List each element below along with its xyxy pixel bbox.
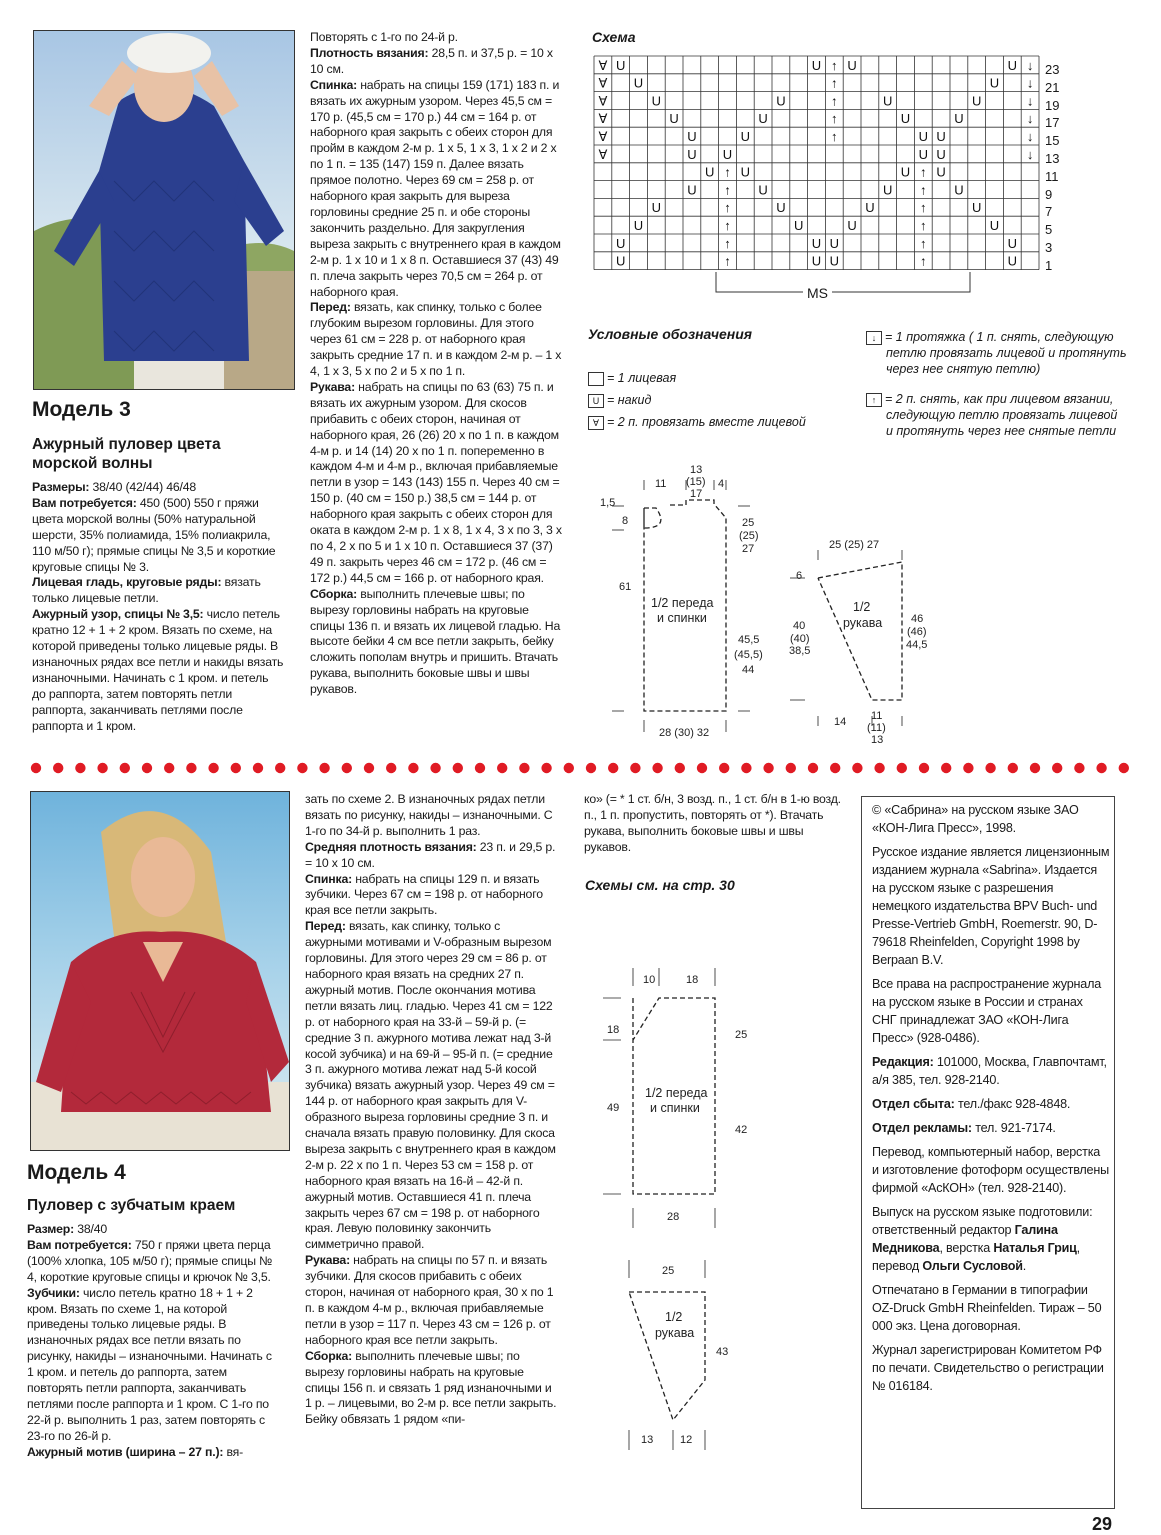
model3-stockinette-label: Лицевая гладь, круговые ряды: xyxy=(32,575,222,590)
pub-registered: Журнал зарегистрирован Комитетом РФ по печати. Свидетельство о регистрации № 016184. xyxy=(872,1343,1104,1393)
chart-stitch-symbol: U xyxy=(687,182,697,198)
chart-stitch-symbol: ↑ xyxy=(920,218,927,233)
red-dot xyxy=(364,763,374,773)
red-dot xyxy=(31,763,41,773)
chart-stitch-symbol: U xyxy=(722,146,733,162)
chart-stitch-symbol: U xyxy=(847,218,857,233)
red-dot xyxy=(386,763,396,773)
s4-sleeve-13: 13 xyxy=(641,1434,654,1446)
red-dot xyxy=(408,763,418,773)
chart-stitch-symbol: U xyxy=(1007,235,1017,251)
red-dot xyxy=(763,763,773,773)
chart-stitch-symbol: U xyxy=(936,164,946,180)
red-dot xyxy=(497,763,507,773)
legend-k2tog xyxy=(588,414,806,430)
pub-printed: Отпечатано в Германии в типографии OZ-Druck GmbH Rheinfelden. Тираж – 50 000 экз. Цена договорная. xyxy=(872,1283,1102,1333)
model4-gauge-text: 23 п. и 29,5 р. = 10 x 10 см. xyxy=(305,839,556,870)
s4-sleeve-25: 25 xyxy=(662,1265,675,1277)
red-dot xyxy=(1030,763,1040,773)
pub-production: Перевод, компьютерный набор, верстка и изготовление фотоформ осуществлены фирмой «АсКОН» (тел. 928-2140). xyxy=(872,1145,1109,1195)
chart-stitch-symbol: U xyxy=(651,200,661,216)
red-dot xyxy=(608,763,618,773)
pub-ads-text: тел. 921-7174. xyxy=(971,1121,1056,1135)
row-num: 21 xyxy=(1045,79,1060,95)
chart-stitch-symbol: U xyxy=(687,146,697,162)
red-dot xyxy=(253,763,263,773)
model3-column-2 xyxy=(310,30,563,698)
ms-bracket xyxy=(716,272,970,292)
s4-25: 25 xyxy=(735,1029,748,1041)
red-dot xyxy=(1052,763,1062,773)
model3-schematic-drawing xyxy=(590,470,920,750)
chart-stitch-symbol: U xyxy=(1007,57,1017,73)
chart-stitch-symbol: ↑ xyxy=(724,164,731,180)
pub-rights: Все права на распространение журнала на русском языке в России и странах СНГ принадлежат ЗАО «КОН-Лига Пресс» (928-0486). xyxy=(872,977,1102,1045)
chart-stitch-symbol: ↓ xyxy=(1026,93,1034,109)
chart-title: Схема xyxy=(592,29,636,45)
pub-staff-e: , перевод xyxy=(872,1241,1080,1273)
chart-stitch-symbol: ∀ xyxy=(598,57,608,73)
model4-column-1 xyxy=(27,1222,280,1461)
model4-back-text: набрать на спицы 129 п. и вязать зубчики. Через 67 см = 198 р. от наборного края все петли закрыть. xyxy=(305,871,543,918)
s3-61: 61 xyxy=(619,581,632,593)
red-dot xyxy=(342,763,352,773)
s3-4: 4 xyxy=(718,478,725,490)
publisher-info xyxy=(872,801,1110,1401)
s3-body-label-2: и спинки xyxy=(657,611,707,625)
legend-knit xyxy=(588,370,676,386)
chart-stitch-symbol: ↑ xyxy=(831,57,838,73)
red-dot xyxy=(186,763,196,773)
row-num: 1 xyxy=(1045,257,1053,273)
red-dot xyxy=(208,763,218,773)
s4-10: 10 xyxy=(643,974,656,986)
chart-stitch-symbol: ↓ xyxy=(1026,57,1034,73)
model3-sleeves-text: набрать на спицы по 63 (63) 75 п. и вязать их ажурным узором. Для скосов прибавить с обеих сторон, начиная от наборного края, 26 (26) 20 x по 1 п. в каждом 4-м р. и 14 (14) 20 x по 1 п. попеременно в каждом 4-м и 4-м р., включая прибавляемые петли в узор = 143 (143) 155 п. Через 40 см = 150 р. (40 см = 150 р.) 38,5 см = 144 р. от наборного края закрыть с обеих сторон для оката в каждом 2-м р. 1 x 8, 1 x 4, 3 x по 3, 3 x по 4, 2 x по 5 и 1 x 10 п. Оставшиеся 37 (37) 49 п. закрыть через 46 см = 172 р. (46 см = 172 р.) 44,5 см = 166 р. от наборного края. xyxy=(310,379,562,585)
red-dot xyxy=(453,763,463,773)
yarn-over-icon: U xyxy=(588,394,604,408)
red-dot xyxy=(275,763,285,773)
red-dot xyxy=(808,763,818,773)
model3-col2-intro: Повторять с 1-го по 24-й р. xyxy=(310,30,458,44)
chart-stitch-symbol: ↑ xyxy=(920,164,927,180)
model3-front-label: Перед: xyxy=(310,300,351,315)
chart-stitch-symbol: U xyxy=(687,129,697,144)
s3-27: 27 xyxy=(742,543,755,555)
chart-stitch-symbol: U xyxy=(954,182,964,198)
chart-stitch-symbol: ↑ xyxy=(831,93,838,109)
s4-sleeve-label-1: 1/2 xyxy=(665,1310,683,1324)
row-num: 23 xyxy=(1045,62,1060,77)
model4-col2-intro: зать по схеме 2. В изнаночных рядах петли вязать по рисунку, накиды – изнаночными. С 1-го по 34-й р. выполнить 1 раз. xyxy=(305,792,553,838)
chart-stitch-symbol: ↑ xyxy=(724,200,731,216)
model4-teeth-label: Зубчики: xyxy=(27,1285,80,1300)
chart-stitch-symbol: U xyxy=(758,111,768,127)
red-dot xyxy=(297,763,307,773)
pub-ads-label: Отдел рекламы: xyxy=(872,1121,972,1135)
model4-teeth-text: число петель кратно 18 + 1 + 2 кром. Вязать по схеме 1, на которой приведены только лицевые ряды. В изнаночных рядах все петли вязать по рисунку, накиды – изнаночными. Начинать с 1 кром. и петель до раппорта, затем повторять петли раппорта, заканчивать петлями после раппорта и 1 кром. С 1-го по 22-й р. выполнить 1 раз, затем повторять с 23-го по 26-й р. xyxy=(27,1285,272,1443)
model3-column-1 xyxy=(32,480,284,735)
legend-yo-text: = накид xyxy=(607,393,652,407)
red-dot xyxy=(164,763,174,773)
page-number: 29 xyxy=(1092,1514,1113,1534)
red-dot xyxy=(963,763,973,773)
chart-stitch-symbol: ↑ xyxy=(724,182,731,198)
model3-gauge-label: Плотность вязания: xyxy=(310,45,429,60)
model4-gauge-label: Средняя плотность вязания: xyxy=(305,839,477,854)
row-num: 9 xyxy=(1045,186,1053,202)
chart-stitch-symbol: ↓ xyxy=(1026,75,1034,91)
s3-bottom: 28 (30) 32 xyxy=(659,727,710,739)
s4-sleeve-label-2: рукава xyxy=(655,1326,695,1340)
chart-stitch-symbol: ↑ xyxy=(831,75,838,91)
model4-needs-label: Вам потребуется: xyxy=(27,1237,132,1252)
chart-stitch-symbol: ↑ xyxy=(920,182,927,198)
red-dot xyxy=(941,763,951,773)
legend-s2kp-1: = 2 п. снять, как при лицевом вязании, xyxy=(885,392,1114,406)
chart-stitch-symbol: ↑ xyxy=(920,200,927,216)
red-dot xyxy=(1096,763,1106,773)
model3-needs-text: 450 (500) 550 г пряжи цвета морской волны (50% натуральной шерсти, 35% полиамида, 15% полиакрила, 110 м/50 г); прямые спицы № 3,5 и короткие круговые спицы № 3. xyxy=(32,495,276,574)
row-num: 11 xyxy=(1045,168,1059,184)
chart-stitch-symbol: U xyxy=(811,57,822,73)
row-num: 19 xyxy=(1045,97,1060,113)
chart-stitch-symbol: U xyxy=(1007,253,1017,269)
chart-stitch-symbol: ↓ xyxy=(1026,111,1034,127)
arrow-up-icon: ↑ xyxy=(866,393,882,407)
chart-stitch-symbol: U xyxy=(883,182,893,198)
row-num: 3 xyxy=(1045,239,1053,255)
model4-assembly-text: выполнить плечевые швы; по вырезу горловины набрать на круговые спицы 156 п. и связать 1 ряд изнаночными и 1 р. – лицевыми, во 2-м р. все петли закрыть. Бейку обвязать 1 рядом «пи- xyxy=(305,1348,557,1427)
s4-body-label-1: 1/2 переда xyxy=(645,1086,708,1100)
s3-17: 17 xyxy=(690,488,703,500)
red-dot xyxy=(652,763,662,773)
red-dot xyxy=(786,763,796,773)
s3-sleeve-13: 13 xyxy=(871,734,884,746)
red-dot xyxy=(675,763,685,773)
red-dot xyxy=(697,763,707,773)
model4-size-text: 38/40 xyxy=(73,1222,107,1236)
pub-sales-text: тел./факс 928-4848. xyxy=(954,1097,1071,1111)
red-dot xyxy=(142,763,152,773)
red-dot xyxy=(53,763,63,773)
model4-motif-text: вя- xyxy=(223,1444,243,1459)
chart-stitch-symbol: ↑ xyxy=(724,235,731,251)
chart-stitch-symbol: U xyxy=(811,253,822,269)
k2tog-icon: ∀ xyxy=(588,416,604,430)
s3-sleeve-385: 38,5 xyxy=(789,645,811,657)
legend-skp-2: петлю провязать лицевой и протянуть xyxy=(886,346,1127,360)
knitting-chart xyxy=(590,52,1065,302)
s3-15: 1,5 xyxy=(600,497,616,509)
chart-stitch-symbol: ∀ xyxy=(598,93,608,109)
s3-455a: 45,5 xyxy=(738,634,760,646)
chart-row-numbers xyxy=(1045,61,1059,275)
s3-sleeve-46b: (46) xyxy=(907,626,927,638)
chart-stitch-symbol: U xyxy=(758,182,768,198)
chart-stitch-symbol: U xyxy=(669,111,679,127)
row-num: 15 xyxy=(1045,133,1060,149)
s3-sleeve-445: 44,5 xyxy=(906,639,928,651)
chart-stitch-symbol: ↑ xyxy=(724,218,731,233)
chart-stitch-symbol: ↑ xyxy=(831,129,838,144)
s4-sleeve-43: 43 xyxy=(716,1346,729,1358)
chart-stitch-symbol: U xyxy=(829,253,839,269)
row-num: 13 xyxy=(1045,150,1060,166)
chart-stitch-symbol: U xyxy=(829,235,839,251)
red-dot xyxy=(897,763,907,773)
legend-s2kp-2: следующую петлю провязать лицевой xyxy=(886,408,1118,422)
legend-k2tog-text: = 2 п. провязать вместе лицевой xyxy=(607,415,806,429)
model3-lace-text: число петель кратно 12 + 1 + 2 кром. Вязать по схеме, на которой приведены только лицевые ряды. В изнаночных рядах все петли и накиды вязать изнаночными. Начинать с 1 кром. и петель до раппорта, затем повторять петли раппорта, заканчивать петлями после раппорта и 1 кром. xyxy=(32,607,284,733)
red-dot xyxy=(75,763,85,773)
model4-title: Модель 4 xyxy=(27,1161,126,1184)
chart-stitch-symbol: ∀ xyxy=(598,146,608,162)
red-dot xyxy=(985,763,995,773)
pub-staff-c: , верстка xyxy=(939,1241,994,1255)
model3-title: Модель 3 xyxy=(32,398,131,421)
red-dot xyxy=(319,763,329,773)
chart-stitch-symbol: ↑ xyxy=(920,235,927,251)
chart-stitch-symbol: ↓ xyxy=(1026,129,1034,144)
pub-copyright: © «Сабрина» на русском языке ЗАО «КОН-Лига Пресс», 1998. xyxy=(872,803,1079,835)
model3-lace-label: Ажурный узор, спицы № 3,5: xyxy=(32,607,204,622)
model3-assembly-label: Сборка: xyxy=(310,586,358,601)
model4-size-label: Размер: xyxy=(27,1222,74,1236)
model3-sleeves-label: Рукава: xyxy=(310,379,355,394)
chart-stitch-symbol: U xyxy=(776,93,786,109)
red-dot xyxy=(919,763,929,773)
legend-title: Условные обозначения xyxy=(588,326,753,342)
chart-stitch-symbol: U xyxy=(936,146,946,162)
s4-28: 28 xyxy=(667,1211,680,1223)
s3-25b: (25) xyxy=(739,530,759,542)
pub-sales-label: Отдел сбыта: xyxy=(872,1097,955,1111)
pub-edit-label: Редакция: xyxy=(872,1055,934,1069)
s3-sleeve-46a: 46 xyxy=(911,613,924,625)
model3-back-label: Спинка: xyxy=(310,77,357,92)
s3-sleeve-11a: 11 xyxy=(871,710,883,722)
model4-front-label: Перед: xyxy=(305,919,346,934)
chart-stitch-symbol: U xyxy=(972,200,982,216)
chart-stitch-symbol: U xyxy=(989,75,1000,91)
model4-motif-label: Ажурный мотив (ширина – 27 п.): xyxy=(27,1444,224,1459)
chart-stitch-symbol: U xyxy=(651,93,661,109)
chart-stitch-symbol: U xyxy=(740,164,750,180)
sleeve-outline xyxy=(818,562,902,700)
red-dot xyxy=(719,763,729,773)
model3-subtitle-1: Ажурный пуловер цвета xyxy=(32,436,221,453)
chart-stitch-symbol: U xyxy=(616,253,626,269)
legend-skp-3: через нее снятую петлю) xyxy=(886,362,1041,376)
s3-sleeve-40b: (40) xyxy=(790,633,810,645)
chart-stitch-symbol: U xyxy=(883,93,893,109)
pub-staff-d: Наталья Гриц xyxy=(993,1241,1077,1255)
s4-18b: 18 xyxy=(607,1024,620,1036)
red-dot xyxy=(630,763,640,773)
chart-stitch-symbol: U xyxy=(633,218,644,233)
model3-subtitle-2: морской волны xyxy=(32,455,153,472)
chart-stitch-symbol: U xyxy=(794,218,804,233)
model4-sleeves-text: набрать на спицы по 57 п. и вязать зубчики. Для скосов прибавить с обеих сторон, начиная от наборного края, 30 x по 1 п. в каждом 4-м р., включая прибавляемые петли в узор = 117 п. Через 43 см = 126 р. от наборного края все петли закрыть. xyxy=(305,1253,554,1347)
model3-assembly-text: выполнить плечевые швы; по вырезу горловины набрать на круговые спицы 136 п. и вязать их лицевой гладью. На высоте бейки 4 см все петли закрыть, бейку сложить пополам внутрь и пришить. Втачать рукава, выполнить боковые швы и швы рукавов. xyxy=(310,586,561,697)
chart-stitch-symbol: ∀ xyxy=(598,129,608,144)
chart-stitch-symbol: ↓ xyxy=(1026,146,1034,162)
legend-s2kp-3: и протянуть через нее снятые петли xyxy=(886,424,1117,438)
red-dot xyxy=(1119,763,1129,773)
chart-stitch-symbol: U xyxy=(705,164,715,180)
red-dot xyxy=(1008,763,1018,773)
s3-sleeve-top: 25 (25) 27 xyxy=(829,539,880,551)
model3-back-text: набрать на спицы 159 (171) 183 п. и вязать их ажурным узором. Через 45,5 см = 170 р. (45,5 см = 170 р.) 44 см = 164 р. от наборного края закрыть с обеих сторон для пройм в каждом 2-м р. 1 x 5, 1 x 3, 1 x 2 и 2 x по 1 п. = 135 (147) 159 п. Далее вязать прямое полотно. Через 69 см = 258 р. от наборного края закрыть для выреза горловины средние 25 п. и обе стороны закончить раздельно. Для закругления выреза закрыть с внутреннего края в каждом 2-м р. 1 x 10 и 1 x 8 п. Оставшиеся 37 (43) 49 п. плеча закрыть через 70,5 см = 264 р. от наборного края. xyxy=(310,77,561,299)
s3-body-label-1: 1/2 переда xyxy=(651,596,714,610)
model4-column-3 xyxy=(584,792,842,856)
chart-stitch-symbol: U xyxy=(989,218,1000,233)
model4-back-label: Спинка: xyxy=(305,871,352,886)
chart-stitch-symbol: U xyxy=(740,129,750,144)
ms-label: MS xyxy=(803,285,832,301)
red-dot xyxy=(541,763,551,773)
red-dot xyxy=(97,763,107,773)
model3-sizes-text: 38/40 (42/44) 46/48 xyxy=(89,480,197,494)
red-dot xyxy=(874,763,884,773)
chart-stitch-symbol: U xyxy=(776,200,786,216)
red-dot xyxy=(852,763,862,773)
s4-body-label-2: и спинки xyxy=(650,1101,700,1115)
s4-sleeve-12: 12 xyxy=(680,1434,693,1446)
chart-stitch-symbol: ↑ xyxy=(831,111,838,127)
pub-staff-a: Выпуск на русском языке подготовили: ответственный редактор xyxy=(872,1205,1093,1237)
red-dot xyxy=(231,763,241,773)
chart-stitch-symbol: U xyxy=(936,129,946,144)
model3-needs-label: Вам потребуется: xyxy=(32,495,137,510)
s3-sleeve-11b: (11) xyxy=(867,722,886,734)
model4-column-2 xyxy=(305,792,558,1428)
model4-needs-text: 750 г пряжи цвета перца (100% хлопка, 105 м/50 г); прямые спицы № 4, короткие круговые спицы и крючок № 3,5. xyxy=(27,1237,273,1284)
chart-stitch-symbol: U xyxy=(865,200,875,216)
s3-44: 44 xyxy=(742,664,755,676)
arrow-down-icon: ↓ xyxy=(866,331,882,345)
red-dot xyxy=(430,763,440,773)
red-dot xyxy=(475,763,485,773)
legend-skp-1: = 1 протяжка ( 1 п. снять, следующую xyxy=(885,330,1114,344)
s3-455b: (45,5) xyxy=(734,649,763,661)
row-num: 5 xyxy=(1045,222,1053,238)
model3-gauge-text: 28,5 п. и 37,5 р. = 10 x 10 см. xyxy=(310,45,553,76)
chart-stitch-symbol: ∀ xyxy=(598,111,608,127)
red-dot xyxy=(120,763,130,773)
s3-15b: (15) xyxy=(686,476,706,488)
chart-stitch-symbol: U xyxy=(847,57,857,73)
red-dot xyxy=(1074,763,1084,773)
knit-symbol-icon xyxy=(588,372,604,386)
model4-col3-text: ко» (= * 1 ст. б/н, 3 возд. п., 1 ст. б/н в 1-ю возд. п., 1 п. пропустить, повторять от *). Втачать рукава, выполнить боковые швы и швы рукавов. xyxy=(584,792,841,854)
chart-stitch-symbol: U xyxy=(918,129,928,144)
model3-front-text: вязать, как спинку, только с более глубоким вырезом горловины. Для этого через 61 см = 228 р. от наборного края закрыть средние 17 п. и в каждом 2-м р. – 1 x 4, 1 x 3, 5 x по 2 и 5 x по 1 п. xyxy=(310,300,562,379)
chart-stitch-symbol: U xyxy=(972,93,982,109)
s4-49: 49 xyxy=(607,1102,620,1114)
chart-stitch-symbol: U xyxy=(900,164,911,180)
model4-front-text: вязать, как спинку, только с ажурными мотивами и V-образным вырезом горловины. Для этого через 29 см = 86 р. от наборного края вязать на средних 27 п. ажурный мотив. После окончания мотива петли вязать лиц. гладью. Через 41 см = 122 р. от наборного края на 33-й – 59-й р. (= средние 3 п. ажурного мотива лежат над 3-й косой зубчика) и на 69-й – 95-й п. (= средние 3 п. ажурного мотива лежат над 5-й косой зубчика) вязать ажурный узор. Через 49 см = 144 р. от наборного края закрыть для V-образного выреза горловины средние 3 п. и сначала вязать правую половинку. Для скоса выреза закрыть с внутреннего края в каждом 2-м р. 22 x по 1 п. Через 53 см = 158 р. от наборного края вязать на 16-й – 42-й п. ажурный мотив. Оставшиеся 41 п. плеча закрыть через 67 см = 198 р. от наборного края. Левую половинку закончить симметрично правой. xyxy=(305,919,556,1252)
s3-sleeve-40a: 40 xyxy=(793,620,806,632)
row-num: 7 xyxy=(1045,204,1053,220)
s3-8: 8 xyxy=(622,515,629,527)
s3-sleeve-label-2: рукава xyxy=(843,616,883,630)
red-dot xyxy=(586,763,596,773)
pub-license: Русское издание является лицензионным изданием журнала «Sabrina». Издается на русском языке с разрешения немецкого издательства BPV Buch- und Presse-Vertrieb GmbH, Roemerstr. 90, D-79618 Rheinfelden, Copyright 1998 by Berpaan B.V. xyxy=(872,845,1110,967)
pub-edit-text: 101000, Москва, Главпочтамт, а/я 385, тел. 928-2140. xyxy=(872,1055,1107,1087)
s3-sleeve-6: 6 xyxy=(796,570,803,582)
pub-staff-g: . xyxy=(1022,1259,1027,1273)
s3-25a: 25 xyxy=(742,517,755,529)
model4-assembly-label: Сборка: xyxy=(305,1348,353,1363)
chart-stitch-symbol: U xyxy=(633,75,644,91)
red-dot xyxy=(564,763,574,773)
chart-stitch-symbol: ∀ xyxy=(598,75,608,91)
s3-sleeve-14: 14 xyxy=(834,716,847,728)
legend-knit-text: = 1 лицевая xyxy=(607,371,677,385)
s3-sleeve-label-1: 1/2 xyxy=(853,600,871,614)
red-dot xyxy=(741,763,751,773)
model3-sizes-label: Размеры: xyxy=(32,480,90,494)
model3-stockinette-text: вязать только лицевые петли. xyxy=(32,575,261,606)
red-dot xyxy=(830,763,840,773)
chart-stitch-symbol: ↑ xyxy=(724,253,731,269)
chart-stitch-symbol: U xyxy=(616,235,626,251)
model4-schematic-drawing xyxy=(595,960,775,1460)
red-dot-divider xyxy=(30,761,1130,775)
s4-42: 42 xyxy=(735,1124,748,1136)
model4-sleeves-label: Рукава: xyxy=(305,1253,350,1268)
model4-subtitle: Пуловер с зубчатым краем xyxy=(27,1197,236,1214)
s3-13: 13 xyxy=(690,464,703,476)
model3-photo xyxy=(33,30,295,390)
legend-skp xyxy=(866,329,1127,377)
chart-stitch-symbol: U xyxy=(900,111,911,127)
pub-staff-b: Галина Медникова xyxy=(872,1223,1058,1255)
s3-11: 11 xyxy=(655,478,667,490)
chart-stitch-symbol: U xyxy=(918,146,928,162)
pub-staff-f: Ольги Сусловой xyxy=(922,1259,1023,1273)
s4-18a: 18 xyxy=(686,974,699,986)
chart-stitch-symbol: U xyxy=(954,111,964,127)
row-num: 17 xyxy=(1045,115,1060,131)
model4-photo xyxy=(30,791,290,1151)
chart-stitch-symbol: U xyxy=(811,235,822,251)
legend-yo xyxy=(588,392,651,408)
chart-stitch-symbol: U xyxy=(616,57,626,73)
model4-see-page: Схемы см. на стр. 30 xyxy=(585,877,735,893)
legend-s2kp xyxy=(866,391,1117,439)
red-dot xyxy=(519,763,529,773)
chart-stitch-symbol: ↑ xyxy=(920,253,927,269)
